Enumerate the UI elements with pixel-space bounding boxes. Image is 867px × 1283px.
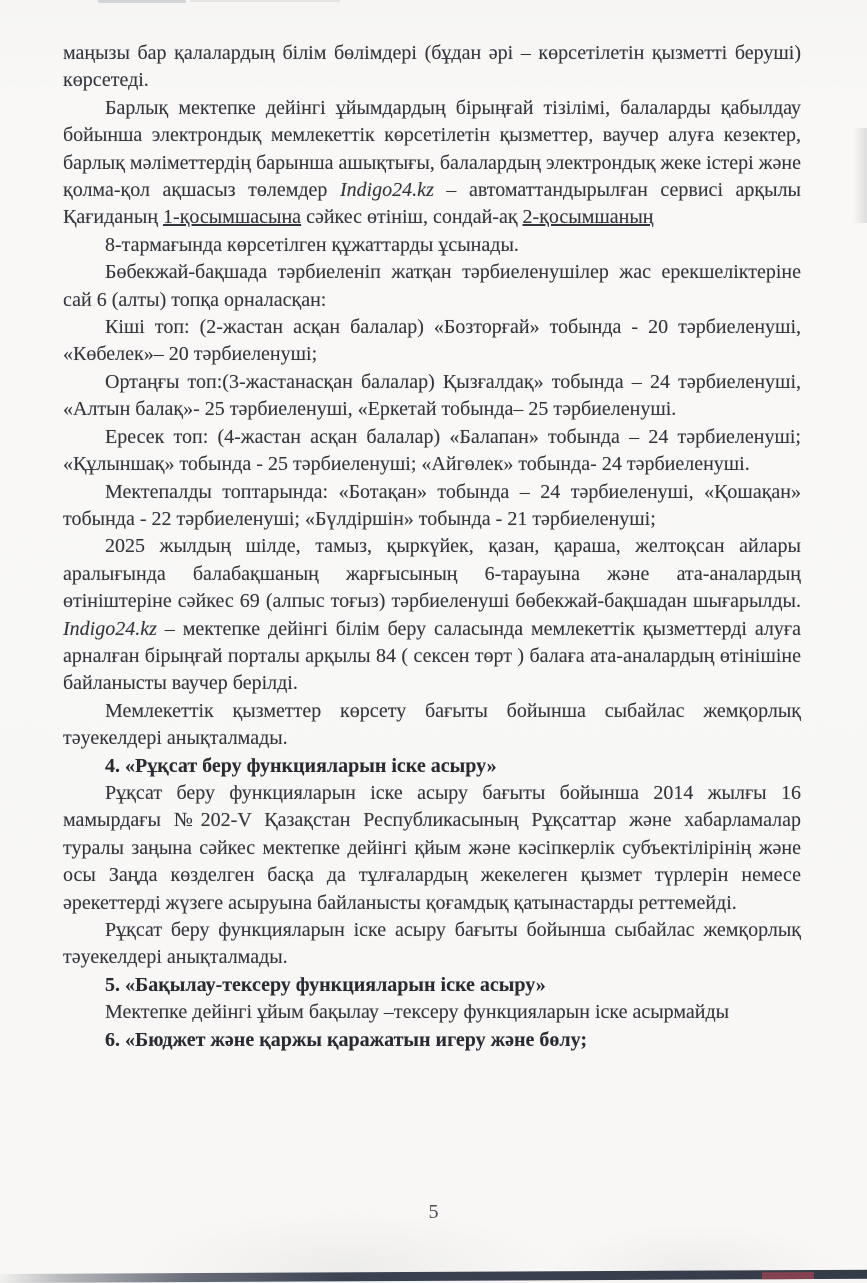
heading-paragraph: [63, 1027, 801, 1054]
paragraph: [63, 533, 801, 697]
text-run: 4. «Рұқсат беру функцияларын іске асыру»: [105, 754, 497, 777]
text-run: 5. «Бақылау-тексеру функцияларын іске асыру»: [105, 973, 546, 996]
text-run: 8-тармағында көрсетілген құжаттарды ұсынады.: [105, 233, 519, 256]
text-run: Барлық мектепке дейінгі ұйымдардың бірыңғай тізілімі, балаларды қабылдау бойынша электрондық мемлекеттік көрсетілетін қызметтер, ваучер алуға кезектер, барлық мәліметтердің барынша ашықтығы, балалардың электрондық жеке істері және қолма-қол ақшасыз төлемдер: [63, 96, 801, 202]
italic-run: Indigo24.kz: [63, 617, 157, 640]
text-run: Мектепалды топтарында: «Ботақан» тобында – 24 тәрбиеленуші, «Қошақан» тобында - 22 тәрбиеленуші; «Бүлдіршін» тобында - 21 тәрбиеленуші;: [63, 480, 801, 530]
scan-artifact-right: [853, 128, 867, 223]
text-run: Ересек топ: (4-жастан асқан балалар) «Балапан» тобында – 24 тәрбиеленуші; «Құлыншақ» тобында - 25 тәрбиеленуші; «Айгөлек» тобында- 24 тәрбиеленуші.: [63, 425, 801, 476]
paragraph: [63, 95, 801, 232]
paragraph: [63, 698, 801, 753]
underlined-run: 2-қосымшаның: [522, 206, 654, 229]
italic-run: Indigo24.kz: [339, 179, 434, 202]
text-run: Рұқсат беру функцияларын іске асыру бағыты бойынша 2014 жылғы 16 мамырдағы №202-V Қазақстан Республикасының Рұқсаттар және хабарламалар туралы заңына сәйкес мектепке дейінгі қйым және кәсіпкерлік субъектілірінің және осы Заңда көзделген басқа да тұлғалардың жекелеген қызмет түрлерін немесе әрекеттерді жүзеге асыруына байланысты қоғамдық қатынастарды реттемейді.: [63, 781, 801, 914]
text-run: сәйкес өтініш, сондай-ақ: [301, 206, 523, 229]
text-run: Бөбекжай-бақшада тәрбиеленіп жатқан тәрбиеленушілер жас ерекшеліктеріне сай 6 (алты) топқа орналасқан:: [63, 261, 801, 311]
paragraph: [63, 314, 801, 369]
text-run: Мектепке дейінгі ұйым бақылау –тексеру функцияларын іске асырмайды: [105, 1001, 730, 1024]
paragraph: [63, 259, 801, 314]
text-run: 6. «Бюджет және қаржы қаражатын игеру және бөлу;: [105, 1028, 588, 1051]
text-run: Мемлекеттік қызметтер көрсету бағыты бойынша сыбайлас жемқорлық тәуекелдері анықталмады.: [63, 699, 801, 750]
paragraph: [63, 780, 801, 917]
text-run: – мектепке дейінгі білім беру саласында мемлекеттік қызметтерді алуға арналған бірыңғай порталы арқылы 84 ( сексен төрт ) балаға ата-аналардың өтінішіне байланысты ваучер берілді.: [63, 617, 801, 695]
scan-edge-bar-accent: [762, 1272, 814, 1279]
scan-edge-bar: [0, 1270, 867, 1283]
heading-paragraph: [63, 753, 801, 780]
text-run: Рұқсат беру функцияларын іске асыру бағыты бойынша сыбайлас жемқорлық тәуекелдері анықталмады.: [63, 919, 801, 969]
paragraph: [63, 369, 801, 424]
paragraph: [63, 232, 801, 259]
text-run: Кіші топ: (2-жастан асқан балалар) «Бозторғай» тобында - 20 тәрбиеленуші, «Көбелек»– 20 тәрбиеленуші;: [63, 316, 801, 366]
heading-paragraph: [63, 972, 801, 999]
underlined-run: 1-қосымшасына: [163, 206, 302, 229]
paragraph: [63, 999, 801, 1026]
text-run: 2025 жылдың шілде, тамыз, қыркүйек, қазан, қараша, желтоқсан айлары аралығында балабақшаның жарғысының 6-тарауына және ата-аналардың өтініштеріне сәйкес 69 (алпыс тоғыз) тәрбиеленуші бөбекжай-бақшадан шығарылды.: [63, 535, 801, 613]
text-run: маңызы бар қалалардың білім бөлімдері (бұдан әрі – көрсетілетін қызметті беруші) көрсетеді.: [63, 42, 801, 92]
paragraph: [63, 40, 801, 95]
text-run: Ортаңғы топ:(3-жастанасқан балалар) Қызғалдақ» тобында – 24 тәрбиеленуші, «Алтын балақ»- 25 тәрбиеленуші, «Еркетай тобында– 25 тәрбиеленуші.: [63, 370, 801, 421]
scan-artifact-top: [190, 0, 340, 2]
paragraph: [63, 424, 801, 479]
text-run: – автоматтандырылған сервисі арқылы Қағиданың: [63, 179, 801, 229]
scan-artifact-top: [98, 0, 186, 3]
paragraph: [63, 917, 801, 972]
document-text: [63, 40, 801, 1054]
page-number: 5: [428, 1201, 439, 1223]
paragraph: [63, 479, 801, 534]
